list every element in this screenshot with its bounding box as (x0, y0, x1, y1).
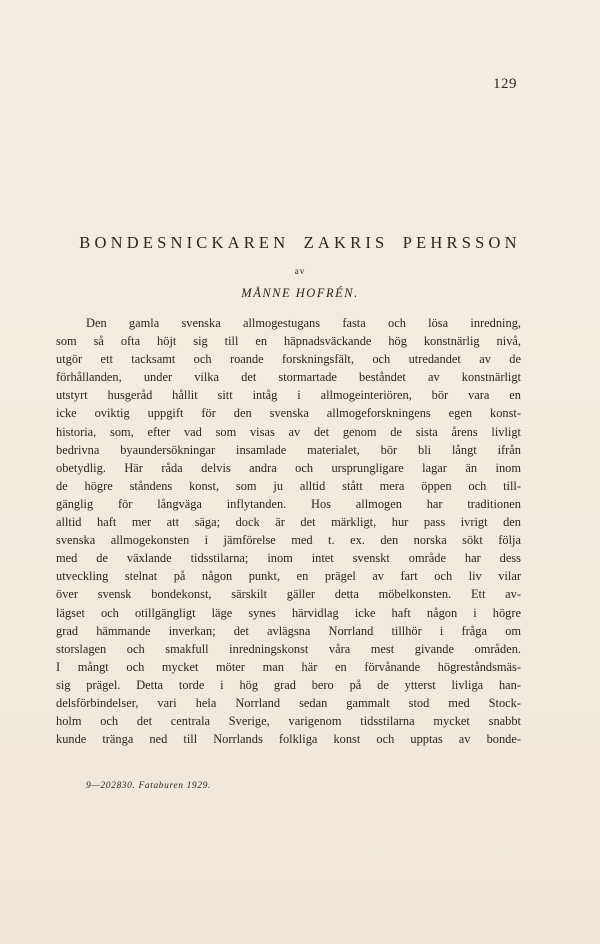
text-line: grad hämmande inverkan; det avlägsna Norrland tillhör i fråga om (56, 623, 521, 638)
text-line: förhållanden, under vilka det stormartade beståndet av konstnärligt (56, 370, 521, 385)
text-line: alltid haft mer att säga; dock är det märkligt, hur pass ivrigt den (56, 515, 521, 530)
footer-signature: 9—202830. Fataburen 1929. (86, 781, 211, 791)
text-line: icke oviktig uppgift för den svenska allmogeforskningens egen konst- (56, 406, 521, 421)
author-name: MÅNNE HOFRÉN. (241, 286, 359, 300)
text-line: delsförbindelser, vari hela Norrland sedan gammalt stod med Stock- (56, 695, 521, 710)
text-line: I mångt och mycket möter man här en förvånande högreståndsmäs- (56, 659, 521, 674)
page-number: 129 (493, 76, 517, 92)
article-title: BONDESNICKAREN ZAKRIS PEHRSSON (79, 233, 521, 252)
text-line: sig prägel. Detta torde i hög grad bero på de ytterst livliga han- (56, 677, 521, 692)
text-line: utstyrt husgeråd hållit sitt intåg i allmogeinteriören, bör vara en (56, 388, 521, 403)
text-line: över svensk bondekonst, särskilt gäller detta möbelkonsten. Ett av- (56, 587, 521, 602)
byline-label: av (294, 266, 306, 276)
text-line: de högre ståndens konst, som ju alltid stått mera öppen och till- (56, 478, 521, 493)
text-line: lägset och otillgängligt läge synes härvidlag icke haft någon i högre (56, 605, 521, 620)
text-line: kunde tränga ned till Norrlands folkliga konst och upptas av bonde- (56, 732, 521, 747)
text-line: Den gamla svenska allmogestugans fasta och lösa inredning, (86, 316, 521, 330)
text-line: utgör ett tacksamt och roande forskningsfält, och utredandet av de (56, 352, 521, 367)
text-line: svenska allmogekonsten i jämförelse med t. ex. den norska sökt följa (56, 533, 521, 548)
text-line: storslagen och smakfull inredningskonst våra mest givande områden. (56, 641, 521, 656)
text-line: gänglig för långväga inflytanden. Hos allmogen har traditionen (56, 496, 521, 511)
text-line: holm och det centrala Sverige, varigenom tidsstilarna mycket snabbt (56, 714, 521, 729)
text-line: obetydlig. Här råda delvis andra och ursprungligare lagar än inom (56, 460, 521, 475)
body-paragraph (56, 314, 521, 748)
text-line: bedrivna byaundersökningar insamlade materialet, bör bli långt ifrån (56, 442, 521, 457)
text-line: utveckling stelnat på någon punkt, en prägel av fart och liv vilar (56, 569, 521, 584)
text-line: som så ofta höjt sig till en häpnadsväckande hög konstnärlig nivå, (56, 334, 521, 349)
text-line: med de växlande tidsstilarna; inom intet svenskt område har dess (56, 551, 521, 566)
text-line: historia, som, efter vad som visas av det genom de sista årens livligt (56, 424, 521, 439)
